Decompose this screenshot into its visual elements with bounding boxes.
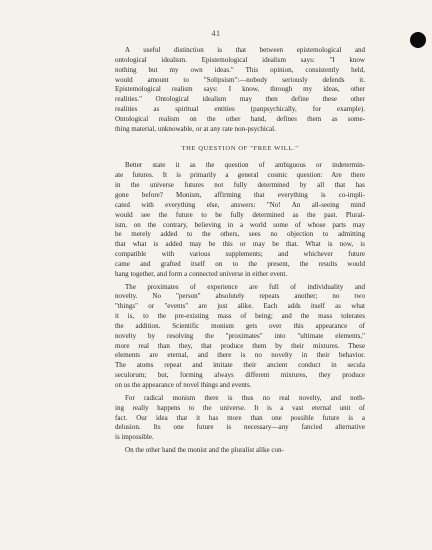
text-line: on us the appearance of novel things and events. — [115, 381, 252, 389]
text-line: ate futures. It is primarily a general cosmic question: Are there — [115, 171, 365, 180]
text-line: more real than they, that produce them by their mixtures. These — [115, 341, 365, 350]
text-line: fact. Our idea that it has more than one possible future is a — [115, 413, 365, 422]
text-line: the addition. Scientific monism gets over this appearance of — [115, 321, 365, 330]
text-line: nothing but my own ideas." This opinion, consistently held, — [115, 65, 365, 74]
text-line: seculorum; but, forming always different mixtures, they produce — [115, 371, 365, 380]
text-line: realities." Ontological idealism may then define these other — [115, 95, 365, 104]
text-line: in the universe futures not fully determined by all that has — [115, 181, 365, 190]
text-line: "things" or "events" are just alike. Each adds itself as what — [115, 302, 365, 311]
text-line: A useful distinction is that between epistemological and — [125, 46, 365, 54]
paragraph — [115, 283, 365, 391]
section-heading: THE QUESTION OF "FREE WILL." — [181, 144, 299, 152]
text-line: ing really happens to the universe. It is a vast eternal unit of — [115, 403, 365, 412]
text-line: would see the future to be fully determined as the past. Plural- — [115, 210, 365, 219]
text-line: Ontological realism on the other hand, defines them as some- — [115, 114, 365, 123]
text-line: gone before? Monism, affirming that everything is co-impli- — [115, 190, 365, 199]
text-line: The proximates of experience are full of individuality and — [125, 282, 365, 291]
text-line: delusion. Its one future is necessary—any fancied alternative — [115, 423, 365, 432]
paragraph — [115, 394, 365, 443]
text-line: For radical monism there is thus no real novelty, and noth- — [125, 393, 365, 402]
text-line: ism, on the contrary, believing in a world some of whose parts may — [115, 220, 365, 229]
text-line: that what is added may be this or may be that. What is now, is — [115, 240, 365, 249]
text-line: elements are eternal, and there is no novelty in their behavior. — [115, 351, 365, 360]
paragraph — [115, 161, 365, 279]
text-line: The atoms repeat and imitate their ancient conduct in secula — [115, 361, 365, 370]
text-line: came and grafted itself on to the present, the results would — [115, 259, 365, 268]
body-text — [115, 46, 365, 459]
text-line: be merely added to the others, sees no objection to admitting — [115, 230, 365, 239]
text-line: novelty. No "person" absolutely repeats another; no two — [115, 292, 365, 301]
text-line: is impossible. — [115, 433, 154, 442]
paragraph — [115, 46, 365, 135]
text-line: ontological idealism. Epistemological idealism says: "I know — [115, 55, 365, 64]
text-line: Better state it as the question of ambiguous or indetermin- — [125, 161, 365, 170]
text-line: realities as spiritual entities (panpsychically, for example). — [115, 105, 365, 114]
text-line: Epistemological realism says: I know, through my ideas, other — [115, 85, 365, 94]
text-line: compatible with various supplements; and whichever future — [115, 250, 365, 259]
text-line: cated with everything else, answers: "No! An all-seeing mind — [115, 200, 365, 209]
page-number: 41 — [211, 29, 221, 38]
text-line: On the other hand the monist and the pluralist alike con- — [125, 446, 284, 455]
text-line: hang together, and form a connected universe in either event. — [115, 269, 288, 278]
paragraph — [115, 446, 365, 456]
text-line: thing material, unknowable, or at any rate non-psychical. — [115, 124, 276, 133]
text-line: would amount to "Solipsism":—nobody seriously defends it. — [115, 75, 365, 84]
text-line: it is, to the pre-existing mass of being; and the mass tolerates — [115, 312, 365, 321]
text-line: novelty by resolving the "proximates" into "ultimate elements," — [115, 331, 365, 340]
